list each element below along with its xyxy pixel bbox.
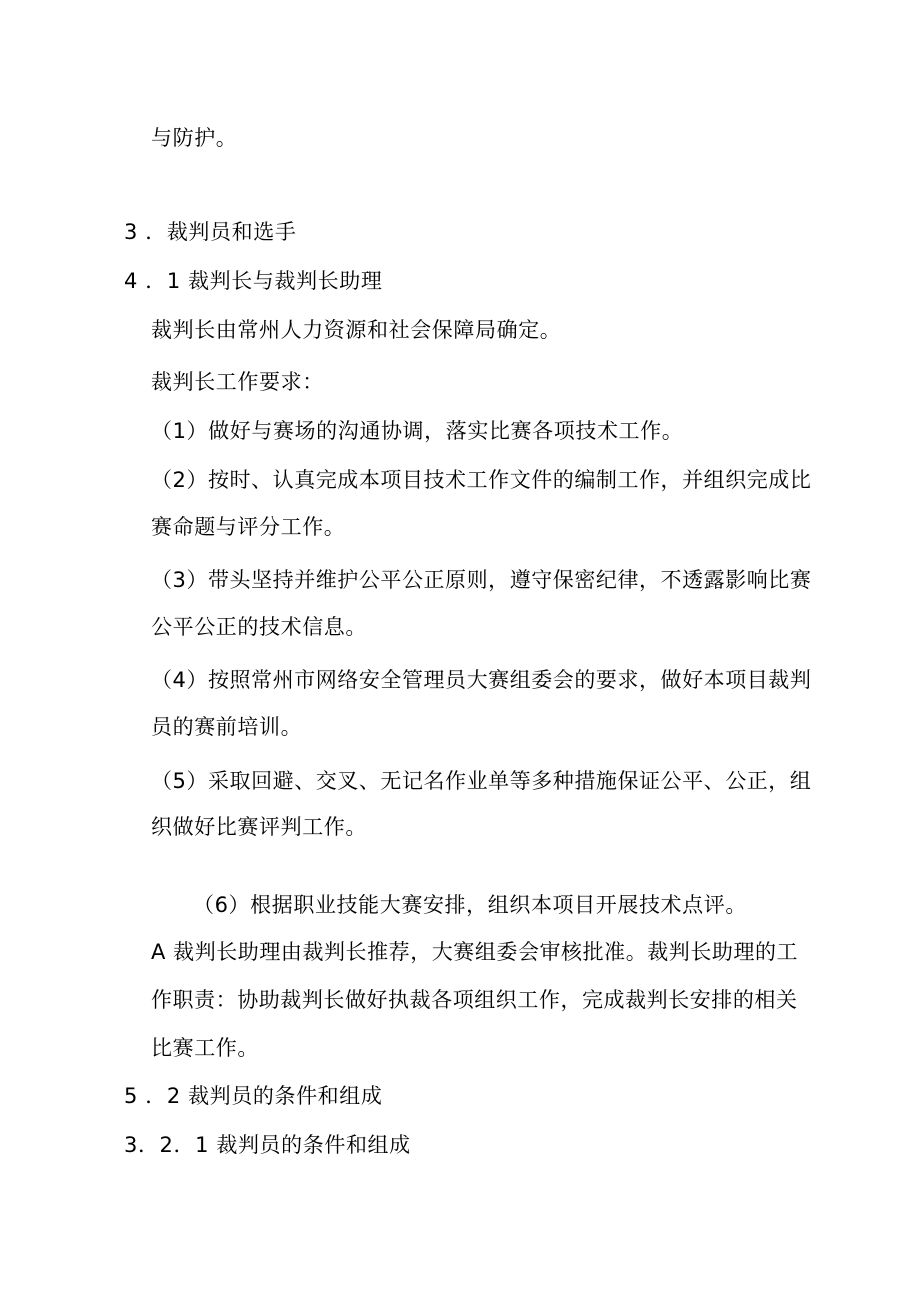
list-item: （5）采取回避、交叉、无记名作业单等多种措施保证公平、公正，组 [151, 769, 812, 793]
paragraph-continuation: 比赛工作。 [151, 1036, 259, 1060]
list-item: （1）做好与赛场的沟通协调，落实比赛各项技术工作。 [151, 419, 684, 443]
section-heading: 3 ．裁判员和选手 [124, 220, 297, 244]
list-item: （4）按照常州市网络安全管理员大赛组委会的要求，做好本项目裁判 [151, 668, 812, 692]
list-item: （6）根据职业技能大赛安排，组织本项目开展技术点评。 [193, 893, 747, 917]
list-item-continuation: 公平公正的技术信息。 [151, 615, 367, 639]
list-item-continuation: 织做好比赛评判工作。 [151, 815, 367, 839]
paragraph: 裁判长由常州人力资源和社会保障局确定。 [151, 318, 562, 342]
list-item: （3）带头坚持并维护公平公正原则，遵守保密纪律，不透露影响比赛 [151, 568, 812, 592]
list-item: （2）按时、认真完成本项目技术工作文件的编制工作，并组织完成比 [151, 468, 812, 492]
paragraph: A 裁判长助理由裁判长推荐，大赛组委会审核批准。裁判长助理的工 [151, 940, 799, 964]
list-item-continuation: 员的赛前培训。 [151, 715, 303, 739]
subsection-heading: 4 ．1 裁判长与裁判长助理 [124, 269, 383, 293]
list-item-continuation: 赛命题与评分工作。 [151, 515, 346, 539]
continuation-text: 与防护。 [151, 126, 238, 150]
subsubsection-heading: 3．2．1 裁判员的条件和组成 [124, 1133, 411, 1157]
subsection-heading: 5 ．2 裁判员的条件和组成 [124, 1084, 383, 1108]
paragraph-continuation: 作职责：协助裁判长做好执裁各项组织工作，完成裁判长安排的相关 [151, 988, 798, 1012]
paragraph: 裁判长工作要求： [151, 370, 324, 394]
